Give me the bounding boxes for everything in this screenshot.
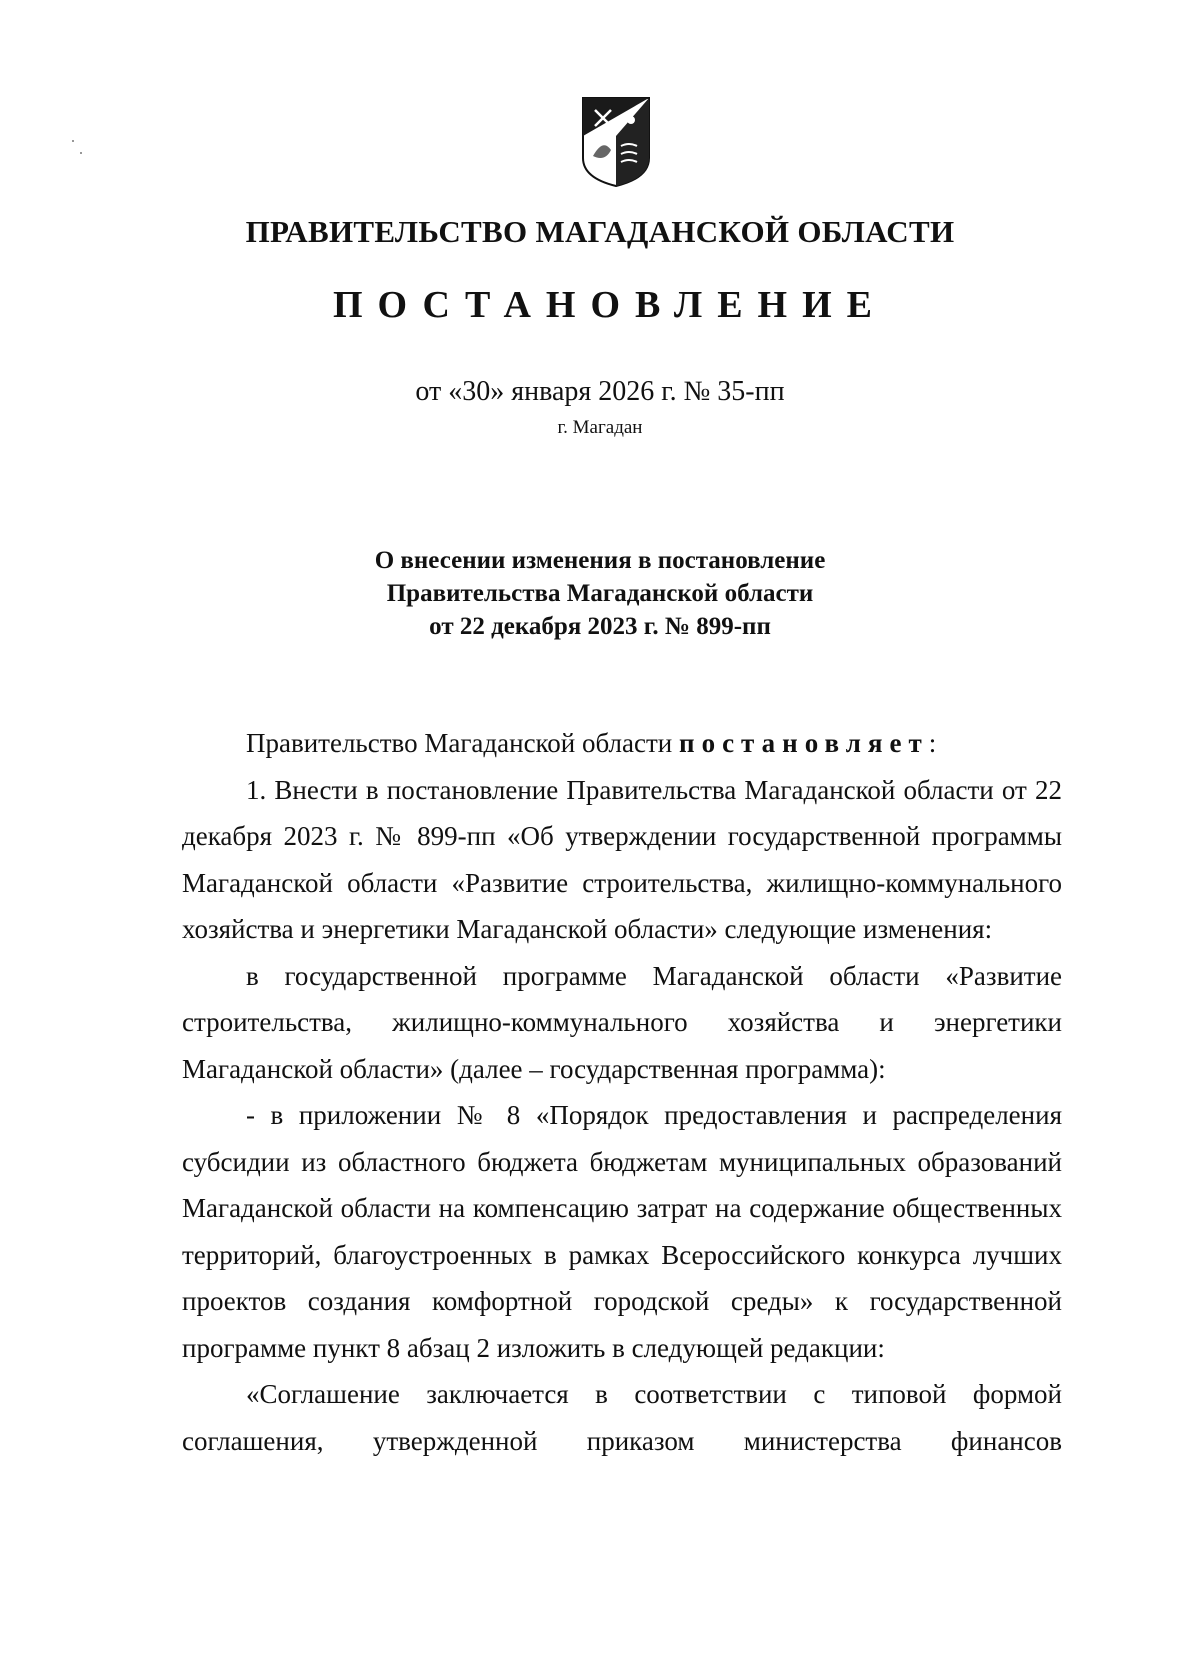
date-and-number: от «30» января 2026 г. № 35-пп bbox=[415, 376, 785, 407]
scan-speck bbox=[72, 140, 74, 142]
intro-prefix: Правительство Магаданской области bbox=[246, 728, 673, 758]
intro-paragraph bbox=[182, 720, 1062, 767]
document-type: ПОСТАНОВЛЕНИЕ bbox=[332, 284, 888, 326]
paragraph-2: в государственной программе Магаданской области «Развитие строительства, жилищно-коммунального хозяйства и энергетики Магаданской области» (далее – государственная программа): bbox=[182, 960, 1062, 1084]
document-subject bbox=[0, 544, 1200, 643]
scan-speck bbox=[80, 152, 82, 154]
paragraph-3: - в приложении № 8 «Порядок предоставления и распределения субсидии из областного бюджета бюджетам муниципальных образований Магаданской области на компенсацию затрат на содержание общественных территорий, благоустроенных в рамках Всероссийского конкурса лучших проектов создания комфортной городской среды» к государственной программе пункт 8 абзац 2 изложить в следующей редакции: bbox=[182, 1100, 1062, 1363]
subject-line-2: Правительства Магаданской области bbox=[386, 580, 814, 607]
paragraph-1: 1. Внести в постановление Правительства Магаданской области от 22 декабря 2023 г. № 899-пп «Об утверждении государственной программы Магаданской области «Развитие строительства, жилищно-коммунального хозяйства и энергетики Магаданской области» следующие изменения: bbox=[182, 774, 1062, 944]
intro-suffix: : bbox=[928, 728, 937, 758]
organization-title: ПРАВИТЕЛЬСТВО МАГАДАНСКОЙ ОБЛАСТИ bbox=[245, 214, 955, 249]
paragraph-4: «Соглашение заключается в соответствии с типовой формой соглашения, утвержденной приказом министерства финансов bbox=[182, 1379, 1062, 1456]
city-line: г. Магадан bbox=[557, 417, 643, 438]
subject-line-3: от 22 декабря 2023 г. № 899-пп bbox=[429, 613, 771, 640]
intro-keyword: постановляет bbox=[679, 728, 929, 758]
document-body bbox=[182, 720, 1062, 1464]
coat-of-arms-emblem bbox=[581, 96, 651, 188]
subject-line-1: О внесении изменения в постановление bbox=[374, 547, 826, 574]
